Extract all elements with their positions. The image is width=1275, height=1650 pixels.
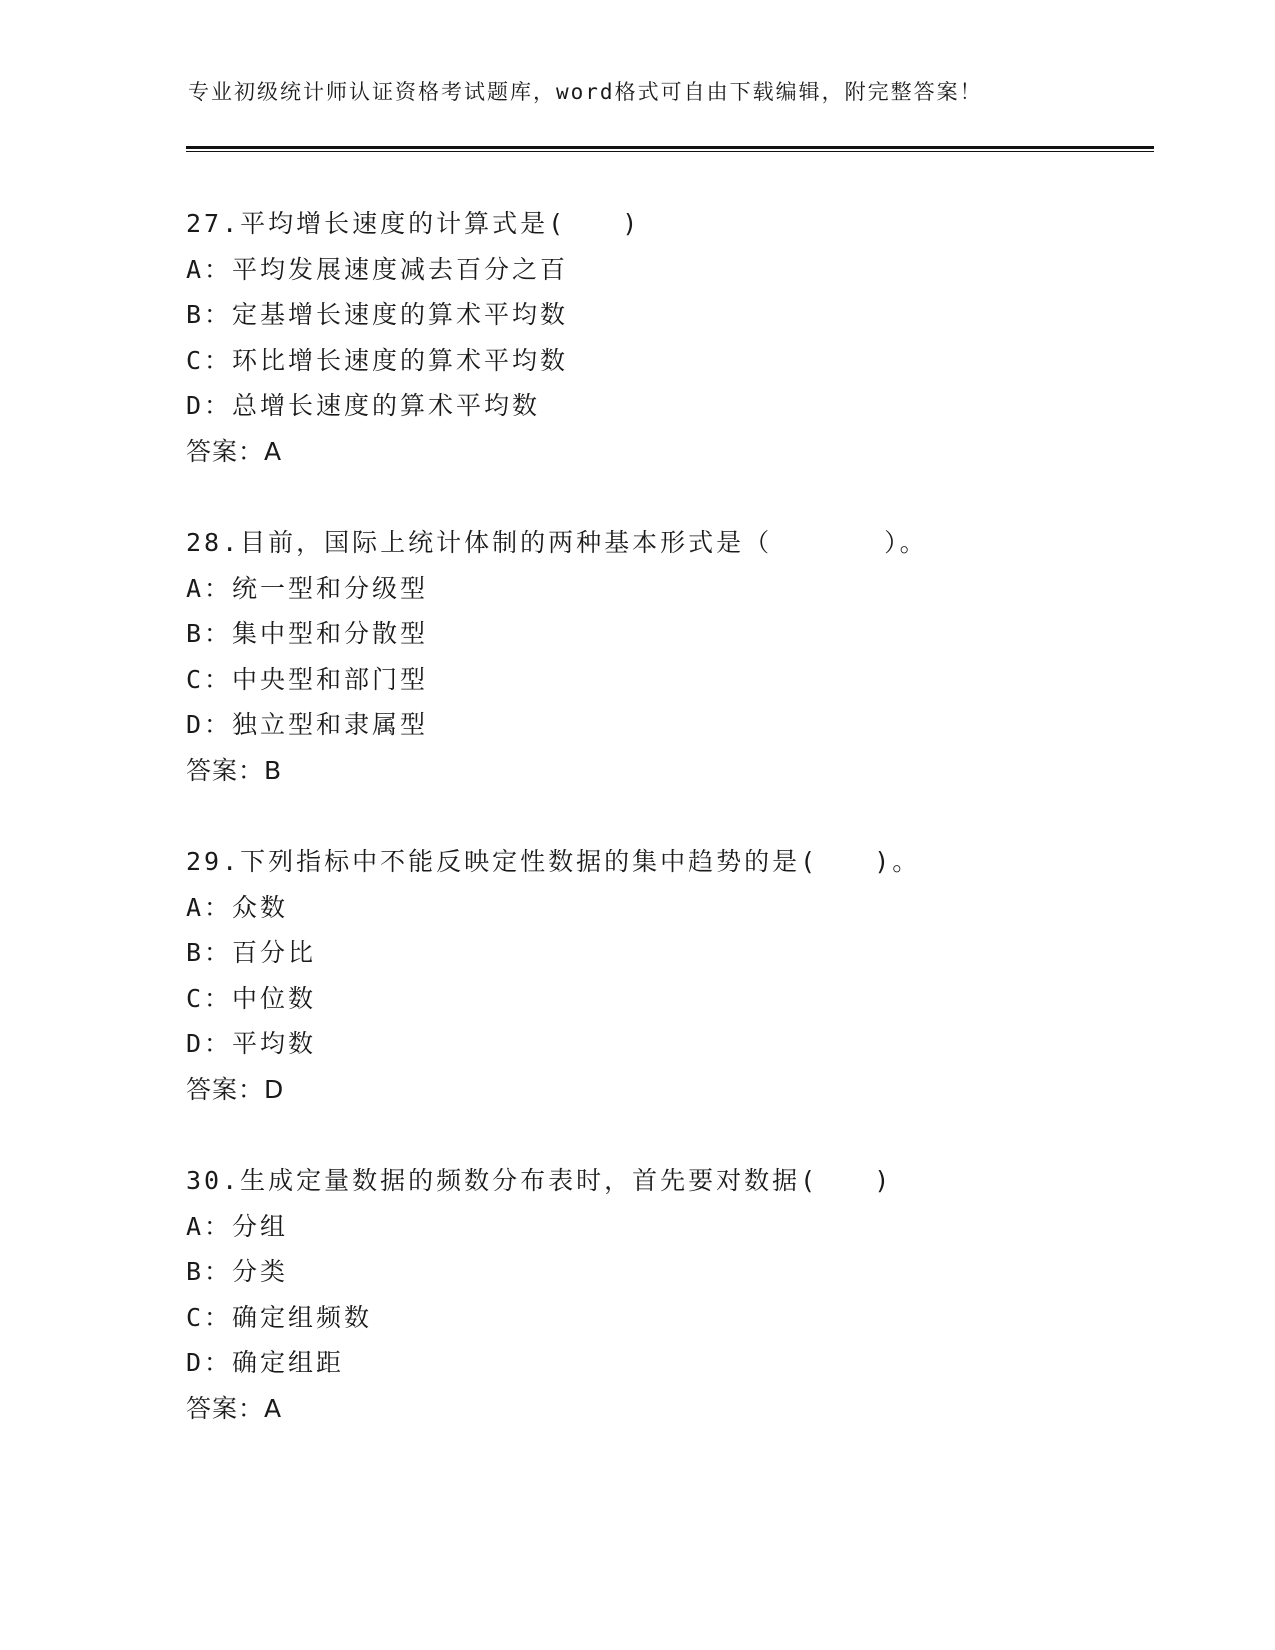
question-27 (186, 201, 1146, 474)
option-b: B：分类 (186, 1257, 289, 1286)
option-a: A：众数 (186, 892, 289, 922)
option-d: D：确定组距 (186, 1348, 345, 1377)
header-divider-thin (186, 151, 1154, 152)
option-b: B：定基增长速度的算术平均数 (186, 300, 569, 329)
option-b: B：集中型和分散型 (186, 619, 429, 648)
question-30 (186, 1158, 1146, 1431)
header-divider (186, 146, 1154, 149)
option-c: C：中央型和部门型 (186, 664, 429, 694)
answer: 答案：D (186, 1074, 285, 1104)
option-a: A：统一型和分级型 (186, 573, 429, 603)
question-stem: 30.生成定量数据的频数分布表时，首先要对数据( ) (186, 1166, 893, 1195)
question-stem: 28.目前，国际上统计体制的两种基本形式是（ ）。 (186, 528, 928, 557)
option-a: A：分组 (186, 1211, 289, 1241)
answer: 答案：A (186, 436, 283, 466)
option-d: D：总增长速度的算术平均数 (186, 391, 541, 420)
option-c: C：确定组频数 (186, 1302, 373, 1332)
answer: 答案：B (186, 755, 283, 785)
option-c: C：中位数 (186, 983, 317, 1013)
option-c: C：环比增长速度的算术平均数 (186, 345, 569, 375)
question-28 (186, 520, 1146, 793)
option-a: A：平均发展速度减去百分之百 (186, 254, 569, 284)
option-d: D：平均数 (186, 1029, 317, 1058)
answer: 答案：A (186, 1393, 283, 1423)
question-stem: 27.平均增长速度的计算式是( ) (186, 209, 641, 238)
option-b: B：百分比 (186, 938, 317, 967)
question-stem: 29.下列指标中不能反映定性数据的集中趋势的是( )。 (186, 847, 921, 876)
question-29 (186, 839, 1146, 1112)
option-d: D：独立型和隶属型 (186, 710, 429, 739)
page-header: 专业初级统计师认证资格考试题库，word格式可自由下载编辑，附完整答案！ (188, 80, 983, 104)
